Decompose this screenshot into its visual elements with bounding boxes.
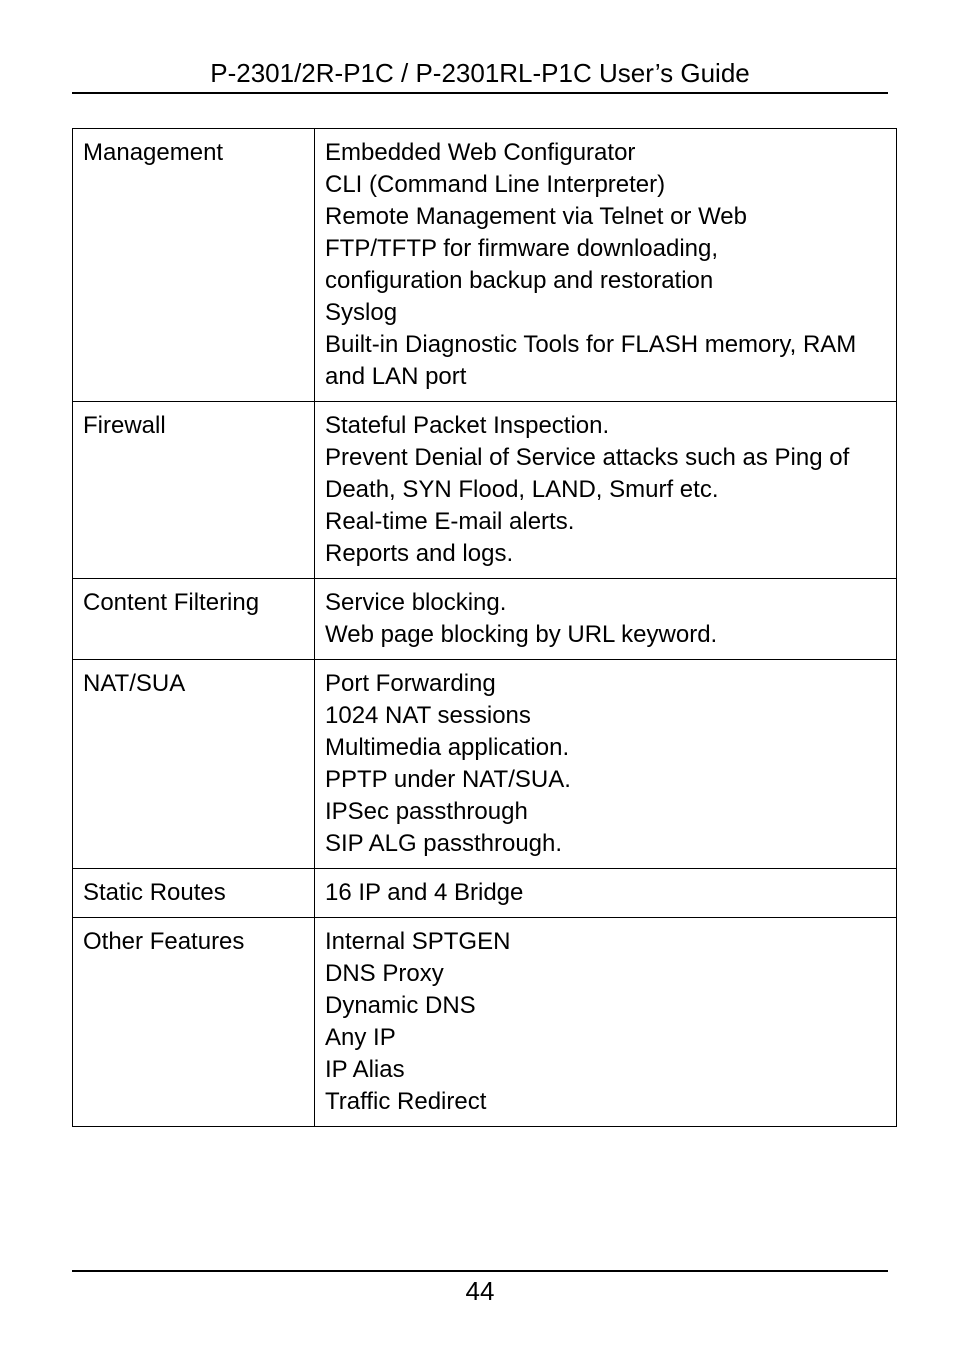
description-line: 1024 NAT sessions — [325, 702, 531, 729]
feature-label: Static Routes — [73, 869, 315, 918]
feature-description — [315, 129, 897, 402]
table-row — [73, 129, 897, 402]
feature-label: NAT/SUA — [73, 660, 315, 869]
description-line: SIP ALG passthrough. — [325, 830, 563, 857]
feature-label: Firewall — [73, 402, 315, 579]
description-line: Dynamic DNS — [325, 992, 476, 1019]
description-line: IP Alias — [325, 1056, 405, 1083]
table-row — [73, 869, 897, 918]
feature-description — [315, 402, 897, 579]
feature-description — [315, 918, 897, 1127]
description-line: DNS Proxy — [325, 960, 444, 987]
description-line: 16 IP and 4 Bridge — [325, 879, 524, 906]
description-line: configuration backup and restoration — [325, 267, 714, 294]
description-line: FTP/TFTP for firmware downloading, — [325, 235, 719, 262]
description-line: CLI (Command Line Interpreter) — [325, 171, 666, 198]
description-line: Internal SPTGEN — [325, 928, 511, 955]
page-number: 44 — [465, 1276, 495, 1306]
description-line: Embedded Web Configurator — [325, 139, 636, 166]
description-line: Reports and logs. — [325, 540, 514, 567]
description-line: Stateful Packet Inspection. — [325, 412, 610, 439]
description-line: Syslog — [325, 299, 398, 326]
description-line: Traffic Redirect — [325, 1088, 487, 1115]
description-line: Multimedia application. — [325, 734, 570, 761]
footer-rule — [72, 1270, 888, 1272]
description-line: Remote Management via Telnet or Web — [325, 203, 748, 230]
description-line: IPSec passthrough — [325, 798, 528, 825]
table-row — [73, 660, 897, 869]
table-row — [73, 402, 897, 579]
feature-description — [315, 660, 897, 869]
feature-label: Content Filtering — [73, 579, 315, 660]
description-line: Service blocking. — [325, 589, 507, 616]
description-line: PPTP under NAT/SUA. — [325, 766, 571, 793]
description-line: Built-in Diagnostic Tools for FLASH memory, RAM — [325, 331, 857, 358]
description-line: Web page blocking by URL keyword. — [325, 621, 718, 648]
features-table — [72, 128, 897, 1127]
feature-description — [315, 579, 897, 660]
table-row — [73, 579, 897, 660]
description-line: Any IP — [325, 1024, 396, 1051]
feature-label: Management — [73, 129, 315, 402]
running-header: P-2301/2R-P1C / P-2301RL-P1C User’s Guide — [72, 56, 888, 94]
feature-label: Other Features — [73, 918, 315, 1127]
description-line: and LAN port — [325, 363, 467, 390]
description-line: Port Forwarding — [325, 670, 496, 697]
description-line: Death, SYN Flood, LAND, Smurf etc. — [325, 476, 719, 503]
table-row — [73, 918, 897, 1127]
description-line: Prevent Denial of Service attacks such as Ping of — [325, 444, 850, 471]
feature-description — [315, 869, 897, 918]
description-line: Real-time E-mail alerts. — [325, 508, 575, 535]
